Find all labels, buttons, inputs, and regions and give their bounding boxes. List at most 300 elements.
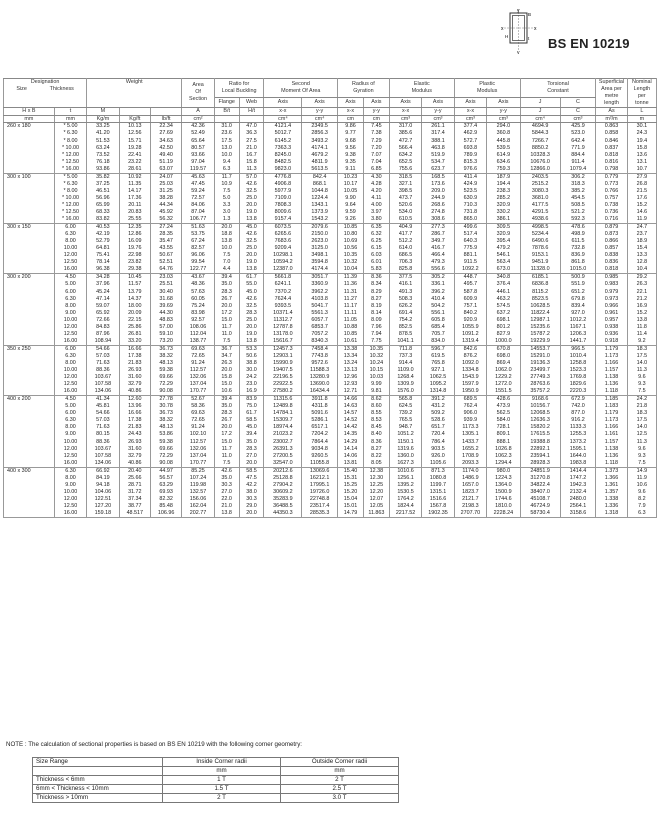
size-cell-empty (4, 159, 55, 166)
table-cell: 463.2 (487, 296, 521, 303)
table-cell: * 10.00 (54, 145, 86, 152)
table-cell: 466.4 (422, 252, 454, 259)
table-cell: 48.13 (150, 360, 181, 367)
table-cell: 1268.4 (389, 374, 421, 381)
table-cell: 584.0 (487, 417, 521, 424)
size-cell-empty (4, 245, 55, 252)
table-cell: 15.8 (214, 374, 239, 381)
table-cell: 512.2 (389, 238, 421, 245)
table-cell: 41.20 (87, 130, 119, 137)
table-cell: 41.34 (87, 396, 119, 404)
table-cell: 13280.9 (302, 374, 338, 381)
table-cell: 2121.7 (454, 496, 486, 503)
hdr-plastic-l1: Plastic (479, 80, 496, 87)
table-cell: 651.2 (560, 289, 596, 296)
table-cell: 3051.7 (302, 274, 338, 282)
hdr-thickness: Thickness (49, 85, 74, 92)
table-cell: 25.0 (239, 195, 264, 202)
table-cell: 34.7 (214, 353, 239, 360)
table-cell: 10.03 (363, 374, 389, 381)
table-cell: 9.35 (337, 159, 363, 166)
table-cell: 1174.0 (454, 467, 486, 475)
table-cell: 1294.4 (487, 460, 521, 468)
table-cell: 1055.9 (454, 324, 486, 331)
table-cell: 0.973 (596, 296, 627, 303)
table-cell: 906.0 (454, 410, 486, 417)
table-cell: 3158.6 (560, 510, 596, 518)
table-cell: 20.0 (239, 324, 264, 331)
table-cell: 1567.8 (422, 503, 454, 510)
table-cell: 519.9 (422, 152, 454, 159)
table-cell: 7.94 (363, 331, 389, 338)
table-cell: 14.42 (337, 424, 363, 431)
table-cell: 72.65 (182, 353, 214, 360)
table-cell: 0.818 (596, 266, 627, 274)
table-cell: 28.3 (214, 289, 239, 296)
table-cell: 122.77 (182, 266, 214, 274)
table-cell: 320.9 (487, 231, 521, 238)
corner-geometry-table (32, 757, 399, 803)
table-cell: 980.0 (487, 467, 521, 475)
table-cell: 9.56 (337, 145, 363, 152)
table-cell: 1.336 (596, 503, 627, 510)
table-cell: 10.05 (337, 188, 363, 195)
table-cell: 107.24 (182, 475, 214, 482)
table-cell: 13178.0 (264, 331, 302, 338)
table-cell: 10.24 (363, 360, 389, 367)
table-cell: 0.798 (596, 166, 627, 174)
table-cell: 16.66 (119, 345, 150, 353)
table-cell: 8.00 (54, 303, 86, 310)
table-cell: 1.361 (596, 482, 627, 489)
table-cell: 44.97 (150, 467, 181, 475)
table-cell: 698.0 (487, 353, 521, 360)
table-cell: 17.5 (627, 353, 656, 360)
table-cell: 274.8 (422, 209, 454, 216)
table-cell: 9034.8 (302, 446, 338, 453)
table-cell: 134.06 (87, 388, 119, 396)
table-cell: 4311.8 (302, 403, 338, 410)
table-cell: 58.36 (182, 403, 214, 410)
hdr-area-l1: Area (192, 82, 204, 89)
table-cell: 948.7 (389, 424, 421, 431)
table-cell: 1595.1 (560, 446, 596, 453)
table-cell: 16.00 (54, 460, 86, 468)
table-cell: 26.7 (214, 417, 239, 424)
table-row (4, 145, 657, 152)
table-row (4, 166, 657, 174)
table-cell: 61.7 (239, 274, 264, 282)
table-cell: 69.66 (150, 374, 181, 381)
table-cell: 108.94 (87, 338, 119, 346)
table-cell: 19.0 (239, 259, 264, 266)
table-cell: 834.0 (422, 338, 454, 346)
table-cell: 59.38 (150, 439, 181, 446)
table-cell: 30.78 (150, 403, 181, 410)
table-cell: 2623.0 (302, 238, 338, 245)
table-cell: 411.4 (454, 173, 486, 181)
table-cell: 28.71 (119, 482, 150, 489)
table-row (4, 439, 657, 446)
table-cell: 45.24 (87, 289, 119, 296)
table-cell: 881.1 (454, 252, 486, 259)
table-cell: 10156.7 (520, 403, 560, 410)
table-cell: 14.57 (337, 410, 363, 417)
table-cell: 0.766 (596, 188, 627, 195)
table-cell: 1360.0 (389, 453, 421, 460)
hdr-symbol-6: B/t (214, 107, 239, 115)
table-cell: 28.3 (239, 310, 264, 317)
table-cell: 8009.6 (264, 209, 302, 216)
table-cell: 156.06 (182, 496, 214, 503)
table-cell: 771.9 (560, 145, 596, 152)
table-cell: 25.0 (239, 317, 264, 324)
table-cell: 35.0 (214, 475, 239, 482)
table-cell: 377.4 (454, 123, 486, 131)
size-cell-empty (4, 231, 55, 238)
hdr-symbol-12: x-x (389, 107, 421, 115)
table-cell: 9.64 (337, 202, 363, 209)
table-cell: 22.34 (150, 123, 181, 131)
table-cell: 6073.5 (264, 224, 302, 232)
table-row (4, 259, 657, 266)
table-cell: 0.873 (596, 231, 627, 238)
table-cell: 45.92 (150, 209, 181, 216)
table-cell: 786.4 (422, 439, 454, 446)
table-cell: 1543.2 (302, 216, 338, 224)
table-cell: 12.00 (54, 446, 86, 453)
table-cell: 926.0 (422, 453, 454, 460)
table-cell: 473.9 (487, 403, 521, 410)
table-cell: 10.35 (363, 345, 389, 353)
table-cell: 16.00 (54, 266, 86, 274)
table-cell: 85.25 (182, 467, 214, 475)
table-cell: 23.7 (627, 231, 656, 238)
table-cell: 44.34 (150, 202, 181, 209)
table-cell: 27.9 (627, 173, 656, 181)
table-cell: 1.366 (596, 475, 627, 482)
table-cell: 3.0 (214, 209, 239, 216)
table-cell: 43.55 (150, 245, 181, 252)
hdr-unit-16: cm⁴ (520, 115, 560, 123)
table-cell: 18.3 (627, 345, 656, 353)
table-cell: 159.18 (87, 510, 119, 518)
table-cell: 26.7 (214, 296, 239, 303)
hdr-unit-11: cm (363, 115, 389, 123)
table-cell: 22922.5 (264, 381, 302, 388)
table-cell: 85.48 (150, 503, 181, 510)
table-cell: 23.0 (239, 381, 264, 388)
table-cell: 825.8 (389, 266, 421, 274)
table-cell: 500.9 (560, 274, 596, 282)
table-cell: 47.14 (87, 296, 119, 303)
table-cell: 82.32 (150, 496, 181, 503)
table-cell: 69.63 (182, 345, 214, 353)
table-cell: 1500.9 (487, 489, 521, 496)
table-cell: 1414.4 (560, 467, 596, 475)
table-cell: 4.00 (363, 202, 389, 209)
table-cell: 173.6 (422, 181, 454, 188)
table-cell: 15820.2 (520, 424, 560, 431)
table-cell: 26.3 (214, 360, 239, 367)
table-cell: 4103.8 (302, 296, 338, 303)
table-cell: 59.10 (150, 331, 181, 338)
table-cell: 0.858 (596, 130, 627, 137)
table-cell: 27904.2 (264, 482, 302, 489)
rhs-section-icon (500, 8, 540, 54)
table-cell: 651.7 (422, 424, 454, 431)
table-cell: 19726.0 (302, 489, 338, 496)
table-cell: 425.9 (560, 123, 596, 131)
table-row (4, 431, 657, 438)
table-cell: 0.846 (596, 138, 627, 145)
table-cell: 46724.9 (520, 503, 560, 510)
table-cell: 336.1 (422, 281, 454, 288)
table-cell: 244.9 (422, 195, 454, 202)
table-cell: 29.38 (119, 266, 150, 274)
table-cell: 19229.9 (520, 338, 560, 346)
table-cell: 72.57 (182, 195, 214, 202)
table-cell: 4.11 (363, 195, 389, 202)
table-cell: 8482.5 (264, 159, 302, 166)
table-cell: 1026.8 (487, 446, 521, 453)
table-cell: 1305.1 (454, 431, 486, 438)
table-cell: 523.5 (454, 188, 486, 195)
table-cell: 10298.1 (264, 252, 302, 259)
hdr-symbol-row (4, 107, 657, 115)
table-cell: 1334.8 (454, 367, 486, 374)
table-cell: 17.2 (214, 431, 239, 438)
table-row (4, 467, 657, 475)
table-cell: 9.6 (627, 489, 656, 496)
table-cell: * 16.00 (54, 216, 86, 224)
table-cell: 1041.1 (389, 338, 421, 346)
size-cell-empty (4, 310, 55, 317)
table-cell: 16.9 (627, 303, 656, 310)
table-cell: 15.2 (627, 202, 656, 209)
table-cell: 35.0 (214, 281, 239, 288)
table-cell: 12.35 (119, 224, 150, 232)
table-cell: 65.92 (87, 310, 119, 317)
table-row (4, 252, 657, 259)
table-cell: 1.136 (596, 453, 627, 460)
axis-label-x-right: x (534, 26, 537, 32)
table-cell: 6.35 (363, 224, 389, 232)
table-cell: 13.8 (214, 510, 239, 518)
table-cell: 2707.70 (454, 510, 486, 518)
table-cell: 742.0 (560, 403, 596, 410)
table-cell: 1133.3 (560, 424, 596, 431)
table-cell: 30609.2 (264, 489, 302, 496)
table-row (4, 123, 657, 131)
table-cell: 11.0 (214, 331, 239, 338)
table-cell: 33.20 (119, 338, 150, 346)
axis-label-y-top: y (517, 8, 520, 14)
table-cell: 14553.7 (520, 345, 560, 353)
table-cell: 479.2 (487, 245, 521, 252)
table-cell: 1.173 (596, 417, 627, 424)
table-cell: 27.5 (239, 138, 264, 145)
table-cell: 10.56 (337, 245, 363, 252)
table-cell: 58.5 (239, 417, 264, 424)
table-cell: 12866.0 (520, 166, 560, 174)
table-row (4, 130, 657, 137)
table-cell: 51.63 (182, 224, 214, 232)
table-cell: 24851.9 (520, 467, 560, 475)
table-cell: 592.3 (560, 216, 596, 224)
table-cell: 11.9 (627, 475, 656, 482)
table-cell: 64.76 (150, 266, 181, 274)
table-cell: 22.98 (119, 252, 150, 259)
table-cell: * 12.00 (54, 152, 86, 159)
table-cell: 10328.3 (520, 152, 560, 159)
table-cell: 927.0 (560, 310, 596, 317)
table-cell: 0.918 (596, 338, 627, 346)
corner-cell: 2.5 T (281, 785, 399, 794)
table-cell: 10.17 (337, 181, 363, 188)
hdr-unit-row (4, 115, 657, 123)
table-cell: 84.19 (87, 475, 119, 482)
table-cell: 20212.6 (264, 467, 302, 475)
corner-hdr-inside: Inside Corner radii (163, 758, 281, 767)
table-cell: 7109.0 (264, 195, 302, 202)
table-cell: 20.83 (119, 209, 150, 216)
table-cell: 5.00 (54, 403, 86, 410)
hdr-c: C (560, 97, 596, 107)
corner-cell: Thickness < 6mm (33, 776, 163, 785)
hdr-torsional (520, 79, 596, 98)
corner-cell: 3.0 T (281, 794, 399, 803)
table-cell: 76.18 (87, 159, 119, 166)
table-cell: 3.97 (363, 209, 389, 216)
hdr-superficial (596, 79, 627, 108)
table-cell: 45.63 (182, 173, 214, 181)
table-cell: 27.78 (150, 396, 181, 404)
table-cell: 1167.1 (560, 324, 596, 331)
table-cell: 22748.8 (302, 496, 338, 503)
table-cell: 28.61 (119, 166, 150, 174)
table-cell: 44.30 (150, 310, 181, 317)
table-cell: 1523.3 (560, 367, 596, 374)
table-cell: 9209.4 (264, 245, 302, 252)
size-cell: 300 x 150 (4, 224, 55, 232)
table-cell: 6.3 (627, 510, 656, 518)
table-cell: 1.118 (596, 460, 627, 468)
table-cell: 1095.2 (422, 381, 454, 388)
corner-cell: Thickness > 10mm (33, 794, 163, 803)
table-cell: 38.28 (150, 195, 181, 202)
table-cell: 31.72 (119, 489, 150, 496)
table-row (4, 281, 657, 288)
table-cell: 5041.7 (302, 303, 338, 310)
table-cell: 11.11 (337, 310, 363, 317)
table-cell: 8340.3 (302, 338, 338, 346)
hdr-unit-5: cm² (182, 115, 214, 123)
table-cell: 377.5 (389, 274, 421, 282)
table-cell: 679.8 (560, 296, 596, 303)
table-cell: 56.96 (87, 195, 119, 202)
table-cell: 47.0 (239, 123, 264, 131)
table-row (4, 289, 657, 296)
table-cell: 45.0 (239, 224, 264, 232)
hdr-unit-4: lb/ft (150, 115, 181, 123)
table-cell: 6.00 (54, 224, 86, 232)
table-cell: 22196.5 (264, 374, 302, 381)
table-cell: 19136.3 (520, 360, 560, 367)
table-cell: 30.0 (239, 367, 264, 374)
table-cell: 1551.5 (487, 388, 521, 396)
table-row (4, 296, 657, 303)
table-cell: 19.28 (119, 145, 150, 152)
table-cell: 104.06 (87, 489, 119, 496)
table-cell: 73.20 (150, 338, 181, 346)
table-cell: 710.3 (454, 202, 486, 209)
table-cell: 12489.8 (264, 403, 302, 410)
table-cell: 1062.0 (487, 367, 521, 374)
table-cell: 35.82 (87, 173, 119, 181)
table-cell: 52.79 (87, 238, 119, 245)
table-cell: 1824.4 (389, 503, 421, 510)
table-cell: 396.2 (422, 289, 454, 296)
table-cell: 132.06 (182, 374, 214, 381)
table-cell: 72.65 (182, 417, 214, 424)
hdr-unit-15: cm³ (487, 115, 521, 123)
table-cell: 8.22 (363, 453, 389, 460)
table-cell: 611.5 (560, 238, 596, 245)
table-cell: 11.39 (337, 274, 363, 282)
table-cell: 12.00 (54, 496, 86, 503)
table-cell: 6.25 (363, 238, 389, 245)
hdr-symbol-7: H/t (239, 107, 264, 115)
table-cell: 59.38 (150, 367, 181, 374)
table-cell: 119.57 (182, 166, 214, 174)
table-cell: 7266.7 (520, 138, 560, 145)
hdr-elastic-axis-y: Axis (422, 97, 454, 107)
table-cell: 4.30 (363, 173, 389, 181)
table-cell: 285.2 (487, 195, 521, 202)
table-cell: 308.6 (422, 216, 454, 224)
table-cell: 15291.0 (520, 353, 560, 360)
table-cell: 691.4 (389, 310, 421, 317)
table-cell: 16.9 (239, 388, 264, 396)
table-cell: * 12.00 (54, 202, 86, 209)
table-cell: 428.6 (487, 396, 521, 404)
table-cell: 10628.5 (520, 303, 560, 310)
table-cell: 8.00 (54, 360, 86, 367)
table-cell: 927.1 (422, 367, 454, 374)
table-cell: 1000.0 (487, 338, 521, 346)
table-cell: 30.3 (214, 482, 239, 489)
hdr-j: J (520, 97, 560, 107)
table-cell: 9.86 (337, 123, 363, 131)
table-cell: 705.7 (422, 331, 454, 338)
dim-label-h: H (505, 34, 509, 39)
size-cell-empty (4, 424, 55, 431)
hdr-unit-12: cm³ (389, 115, 421, 123)
table-cell: 1.166 (596, 424, 627, 431)
table-cell: 504.2 (422, 303, 454, 310)
table-cell: 7.45 (363, 123, 389, 131)
hdr-symbol-5: A (182, 107, 214, 115)
table-cell: 634.2 (389, 152, 421, 159)
table-cell: 4121.4 (264, 123, 302, 131)
table-cell: 42.6 (239, 296, 264, 303)
table-cell: 9.3 (627, 453, 656, 460)
table-cell: 6265.6 (264, 231, 302, 238)
size-cell-empty (4, 410, 55, 417)
table-cell: 711.8 (389, 345, 421, 353)
table-cell: 1.338 (596, 496, 627, 503)
